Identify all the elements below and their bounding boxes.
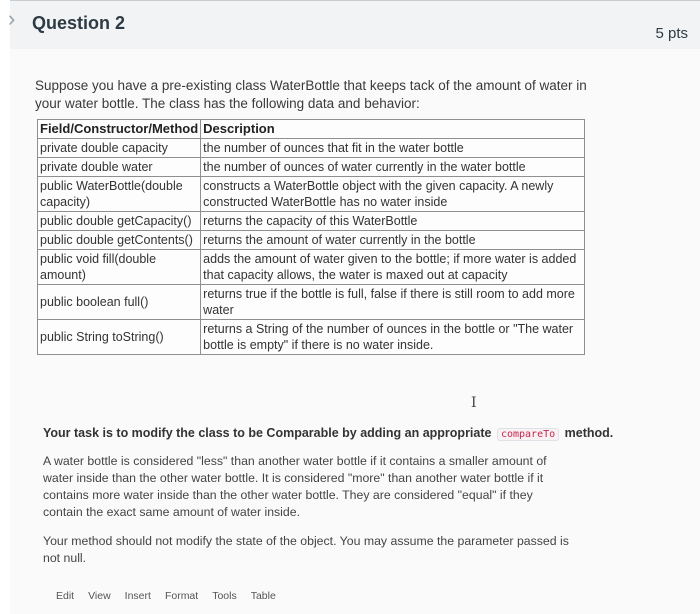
question-header <box>10 0 700 50</box>
table-row <box>38 320 585 355</box>
member-cell: public String toString() <box>38 320 201 355</box>
constraints-paragraph: Your method should not modify the state of the object. You may assume the parameter passed is not null. <box>43 534 569 565</box>
menu-edit[interactable]: Edit <box>56 590 75 602</box>
description-cell: the number of ounces that fit in the water bottle <box>201 139 585 158</box>
member-cell: public double getCapacity() <box>38 212 201 231</box>
description-cell: the number of ounces of water currently in the water bottle <box>201 158 585 177</box>
table-row <box>38 177 585 212</box>
question-points: 5 pts <box>655 25 688 42</box>
table-row <box>38 231 585 250</box>
intro-text: Suppose you have a pre-existing class WaterBottle that keeps tack of the amount of water in your water bottle. The class has the following data and behavior: <box>35 78 587 111</box>
menu-table[interactable]: Table <box>250 590 276 602</box>
comparison-rules-paragraph: A water bottle is considered "less" than another water bottle if it contains a smaller amount of water inside than the other water bottle. It is considered "more" than another water bottle if it contains more water inside than the other water bottle. They are considered "equal" if they contain the exact same amount of water inside. <box>43 454 547 519</box>
description-cell: constructs a WaterBottle object with the given capacity. A newly constructed WaterBottle has no water inside <box>201 177 585 212</box>
table-row <box>38 158 585 177</box>
menu-view[interactable]: View <box>88 590 111 602</box>
member-cell: public void fill(double amount) <box>38 250 201 285</box>
menu-tools[interactable]: Tools <box>212 590 237 602</box>
question-body <box>10 49 700 614</box>
member-cell: private double capacity <box>38 139 201 158</box>
task-text-after: method. <box>564 426 614 440</box>
member-cell: public double getContents() <box>38 231 201 250</box>
member-cell: private double water <box>38 158 201 177</box>
table-row <box>38 212 585 231</box>
question-title: Question 2 <box>32 13 126 33</box>
description-cell: returns true if the bottle is full, false if there is still room to add more water <box>201 285 585 320</box>
task-statement <box>43 426 613 441</box>
text-cursor-icon: I <box>471 395 477 411</box>
chevron-right-icon[interactable]: › <box>8 6 16 31</box>
description-cell: returns the amount of water currently in the bottle <box>201 231 585 250</box>
description-cell: adds the amount of water given to the bottle; if more water is added that capacity allows, the water is maxed out at capacity <box>201 250 585 285</box>
table-header-row <box>38 120 585 139</box>
editor-menubar <box>56 590 276 602</box>
header-description: Description <box>201 120 585 139</box>
table-row <box>38 250 585 285</box>
task-text-before: Your task is to modify the class to be Comparable by adding an appropriate <box>43 426 492 440</box>
menu-insert[interactable]: Insert <box>124 590 151 602</box>
menu-format[interactable]: Format <box>164 590 199 602</box>
table-row <box>38 139 585 158</box>
description-cell: returns the capacity of this WaterBottle <box>201 212 585 231</box>
header-member: Field/Constructor/Method <box>38 120 201 139</box>
table-row <box>38 285 585 320</box>
compareto-code: compareTo <box>497 428 559 441</box>
member-cell: public boolean full() <box>38 285 201 320</box>
member-cell: public WaterBottle(double capacity) <box>38 177 201 212</box>
class-spec-table <box>37 119 585 355</box>
description-cell: returns a String of the number of ounces in the bottle or "The water bottle is empty" if there is no water inside. <box>201 320 585 355</box>
